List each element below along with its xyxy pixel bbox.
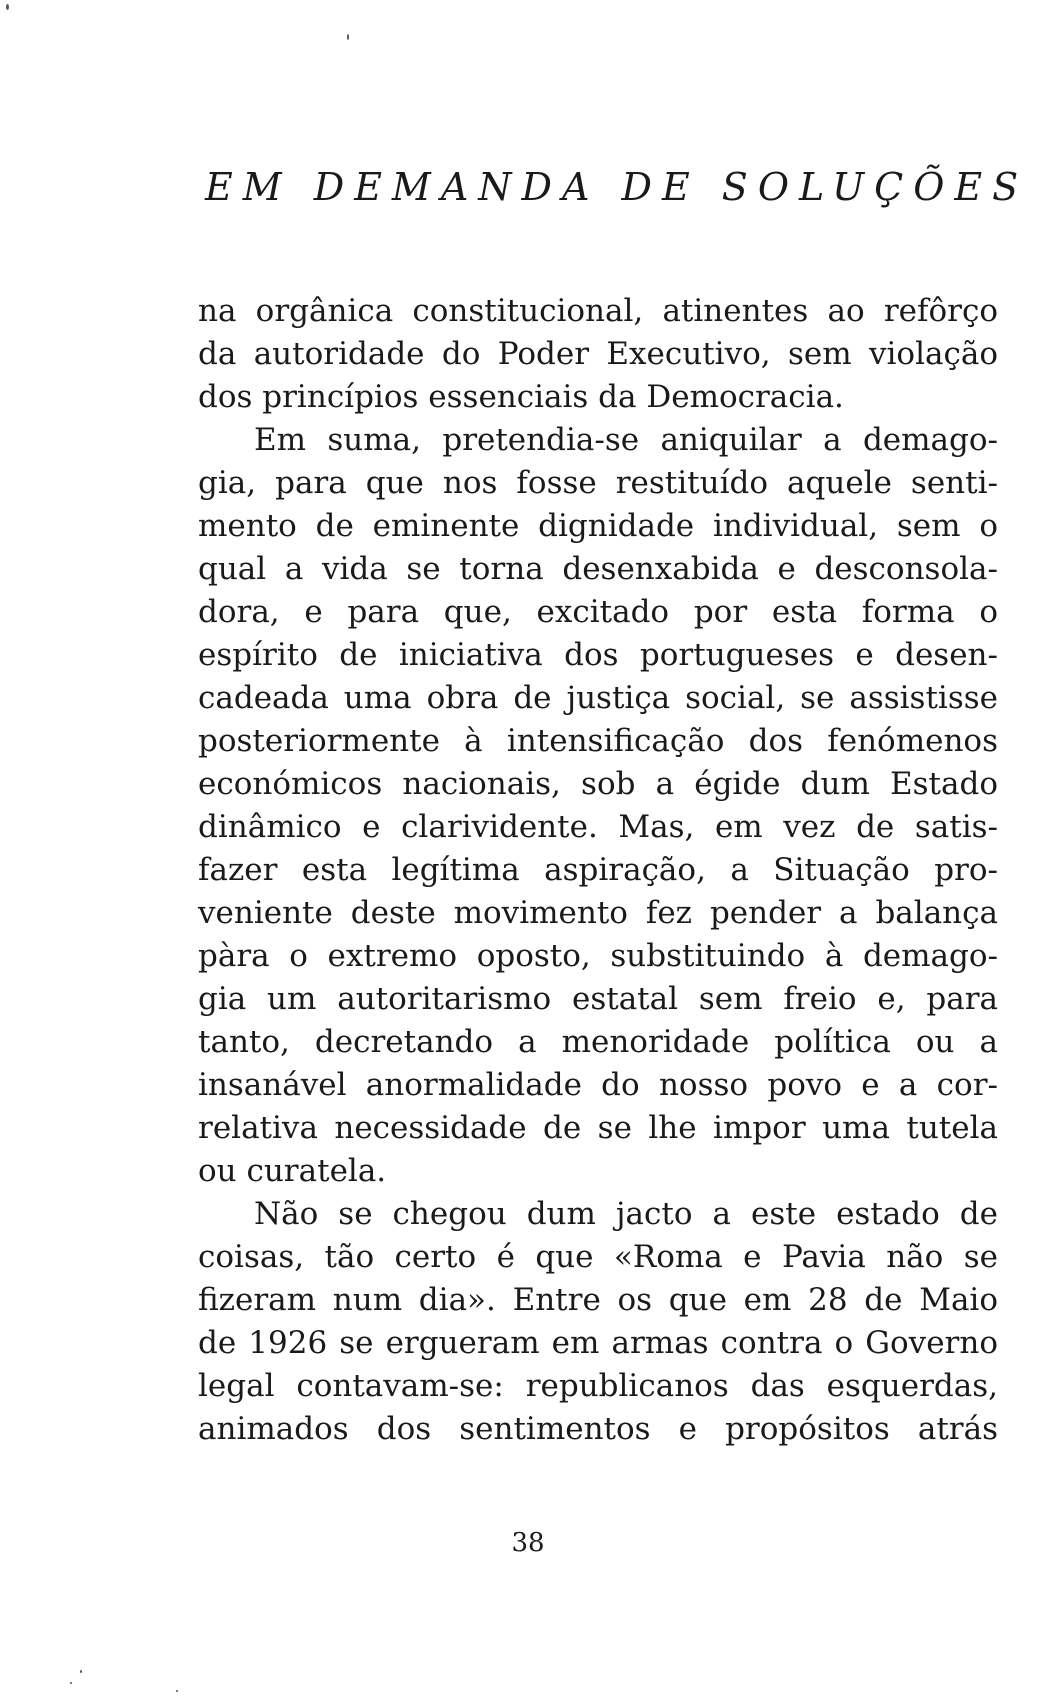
text-line: da autoridade do Poder Executivo, sem violação [198,336,998,372]
text-line: cadeada uma obra de justiça social, se assistisse [198,680,998,716]
text-line: Não se chegou dum jacto a este estado de [254,1196,998,1232]
text-line: económicos nacionais, sob a égide dum Estado [198,766,998,802]
text-line: mento de eminente dignidade individual, sem o [198,508,998,544]
text-line: posteriormente à intensificação dos fenómenos [198,723,998,759]
body-text [198,290,998,1451]
text-line: de 1926 se ergueram em armas contra o Governo [198,1325,998,1361]
text-line: na orgânica constitucional, atinentes ao refôrço [198,293,998,329]
text-line: veniente deste movimento fez pender a balança [198,895,998,931]
text-line: animados dos sentimentos e propósitos atrás [198,1411,998,1447]
text-line: coisas, tão certo é que «Roma e Pavia não se [198,1239,998,1275]
page-number: 38 [511,1528,545,1558]
scan-speck [70,1682,72,1684]
scan-speck [80,1670,82,1673]
text-line: fazer esta legítima aspiração, a Situação pro- [198,852,998,888]
text-line: gia um autoritarismo estatal sem freio e, para [198,981,998,1017]
text-line: relativa necessidade de se lhe impor uma tutela [198,1110,998,1146]
text-line: legal contavam-se: republicanos das esquerdas, [198,1368,998,1404]
text-line: fizeram num dia». Entre os que em 28 de Maio [198,1282,998,1318]
scan-speck [6,4,9,10]
text-line: Em suma, pretendia-se aniquilar a demago- [254,422,998,458]
scan-speck [347,34,349,40]
text-line: espírito de iniciativa dos portugueses e desen- [198,637,998,673]
text-line: tanto, decretando a menoridade política ou a [198,1024,998,1060]
text-line: qual a vida se torna desenxabida e desconsola- [198,551,998,587]
text-line: pàra o extremo oposto, substituindo à demago- [198,938,998,974]
text-line: insanável anormalidade do nosso povo e a cor- [198,1067,998,1103]
text-line: dinâmico e clarividente. Mas, em vez de satis- [198,809,998,845]
scan-speck [176,1690,178,1692]
text-line: gia, para que nos fosse restituído aquele senti- [198,465,998,501]
text-line: ou curatela. [198,1153,387,1189]
text-line: dora, e para que, excitado por esta forma o [198,594,998,630]
text-line: dos princípios essenciais da Democracia. [198,379,844,415]
running-head: EM DEMANDA DE SOLUÇÕES [205,165,1029,209]
